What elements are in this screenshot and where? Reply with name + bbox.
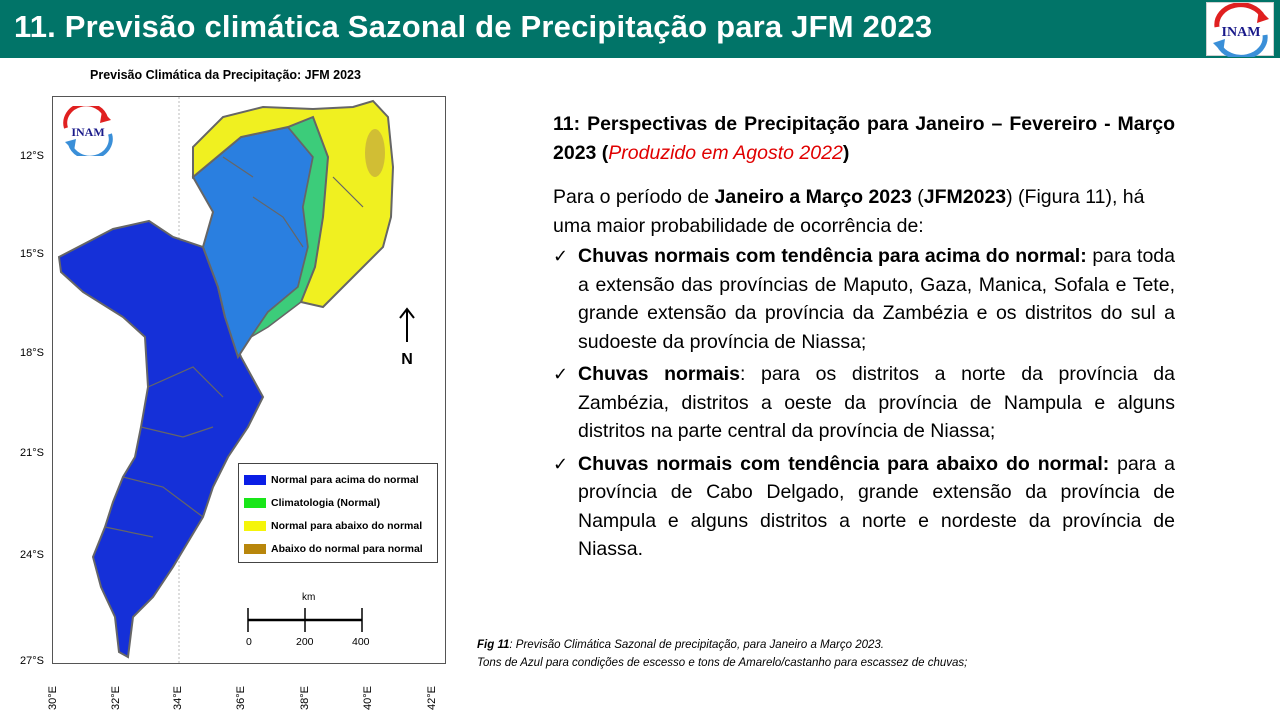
- legend-label: Climatologia (Normal): [271, 496, 381, 509]
- intro-code: JFM2023: [923, 186, 1007, 208]
- lon-label: 30°E: [47, 686, 59, 710]
- legend-swatch: [244, 544, 266, 554]
- check-icon: ✓: [553, 364, 569, 384]
- svg-text:INAM: INAM: [1221, 25, 1261, 40]
- legend-label: Abaixo do normal para normal: [271, 542, 423, 555]
- slide-title: 11. Previsão climática Sazonal de Precipitação para JFM 2023: [14, 9, 933, 44]
- bullet-bold: Chuvas normais: [578, 363, 740, 385]
- scale-bar-graphic: [240, 600, 380, 640]
- north-label: N: [401, 351, 413, 368]
- scale-tick: 200: [296, 636, 314, 648]
- list-item: [553, 450, 1175, 564]
- scale-tick: 0: [246, 636, 252, 648]
- region-brown: [365, 129, 385, 177]
- inam-logo-icon: [1207, 3, 1275, 57]
- inam-logo: [1206, 2, 1274, 56]
- legend-label: Normal para acima do normal: [271, 473, 419, 486]
- lon-label: 38°E: [299, 686, 311, 710]
- lat-label: 15°S: [20, 248, 44, 260]
- lon-label: 34°E: [172, 686, 184, 710]
- map-title: Previsão Climática da Precipitação: JFM 2023: [90, 68, 361, 82]
- north-arrow: [396, 306, 418, 369]
- bullet-text: : para os distritos a norte da província da Zambézia, distritos a oeste da província de Nampula e alguns distritos na parte central da província de Niassa;: [578, 363, 1175, 442]
- lat-label: 21°S: [20, 447, 44, 459]
- legend-swatch: [244, 498, 266, 508]
- lat-label: 27°S: [20, 655, 44, 667]
- heading-text: 11: Perspectivas de Precipitação para Janeiro – Fevereiro - Março 2023 (: [553, 113, 1175, 164]
- north-arrow-icon: [396, 306, 418, 342]
- lon-label: 36°E: [235, 686, 247, 710]
- bullet-text: para toda a extensão das províncias de Maputo, Gaza, Manica, Sofala e Tete, grande extensão da província da Zambézia e os distritos do sul a sudoeste da província de Niassa;: [578, 245, 1175, 353]
- scale-tick: 400: [352, 636, 370, 648]
- intro-paragraph: [553, 183, 1175, 240]
- intro-period: Janeiro a Março 2023: [714, 186, 912, 208]
- legend-item: [244, 491, 432, 514]
- scale-bar: [240, 592, 380, 652]
- list-item: [553, 242, 1175, 356]
- legend-item: [244, 537, 432, 560]
- check-icon: ✓: [553, 453, 569, 474]
- map-inset-logo: [60, 106, 116, 156]
- intro-text: ) (Figura 11), há uma maior probabilidade de ocorrência de:: [553, 186, 1145, 237]
- bullet-bold: Chuvas normais com tendência para abaixo do normal:: [578, 452, 1110, 475]
- list-item: [553, 360, 1175, 446]
- check-icon: ✓: [553, 246, 569, 266]
- bullet-text: para a província de Cabo Delgado, grande extensão da província de Nampula e alguns distritos a norte e nordeste da província de Niassa.: [578, 452, 1175, 560]
- map-legend: [238, 463, 438, 563]
- legend-item: [244, 468, 432, 491]
- figure-caption: [477, 636, 967, 672]
- header-bar: [0, 0, 1280, 58]
- legend-swatch: [244, 475, 266, 485]
- heading-produced-date: Produzido em Agosto 2022: [608, 141, 843, 164]
- forecast-text: [553, 110, 1175, 568]
- legend-swatch: [244, 521, 266, 531]
- scale-unit: km: [302, 592, 316, 603]
- caption-label: Fig 11: [477, 639, 510, 651]
- legend-label: Normal para abaixo do normal: [271, 519, 423, 532]
- caption-line: Tons de Azul para condições de escesso e tons de Amarelo/castanho para escassez de chuvas;: [477, 657, 968, 669]
- lat-label: 24°S: [20, 549, 44, 561]
- lat-label: 12°S: [20, 150, 44, 162]
- lon-label: 40°E: [362, 686, 374, 710]
- forecast-bullets: [553, 242, 1175, 564]
- legend-item: [244, 514, 432, 537]
- svg-text:INAM: INAM: [71, 125, 105, 139]
- map-frame: [52, 96, 446, 664]
- lat-label: 18°S: [20, 347, 44, 359]
- mozambique-map: [53, 97, 447, 665]
- bullet-bold: Chuvas normais com tendência para acima do normal:: [578, 245, 1087, 267]
- forecast-heading: [553, 110, 1175, 167]
- lon-label: 42°E: [426, 686, 438, 710]
- caption-line: : Previsão Climática Sazonal de precipitação, para Janeiro a Março 2023.: [509, 639, 884, 651]
- inam-inset-logo-icon: [60, 106, 116, 156]
- intro-text: (: [911, 186, 924, 208]
- intro-text: Para o período de: [553, 186, 715, 208]
- heading-close: ): [842, 141, 850, 164]
- lon-label: 32°E: [110, 686, 122, 710]
